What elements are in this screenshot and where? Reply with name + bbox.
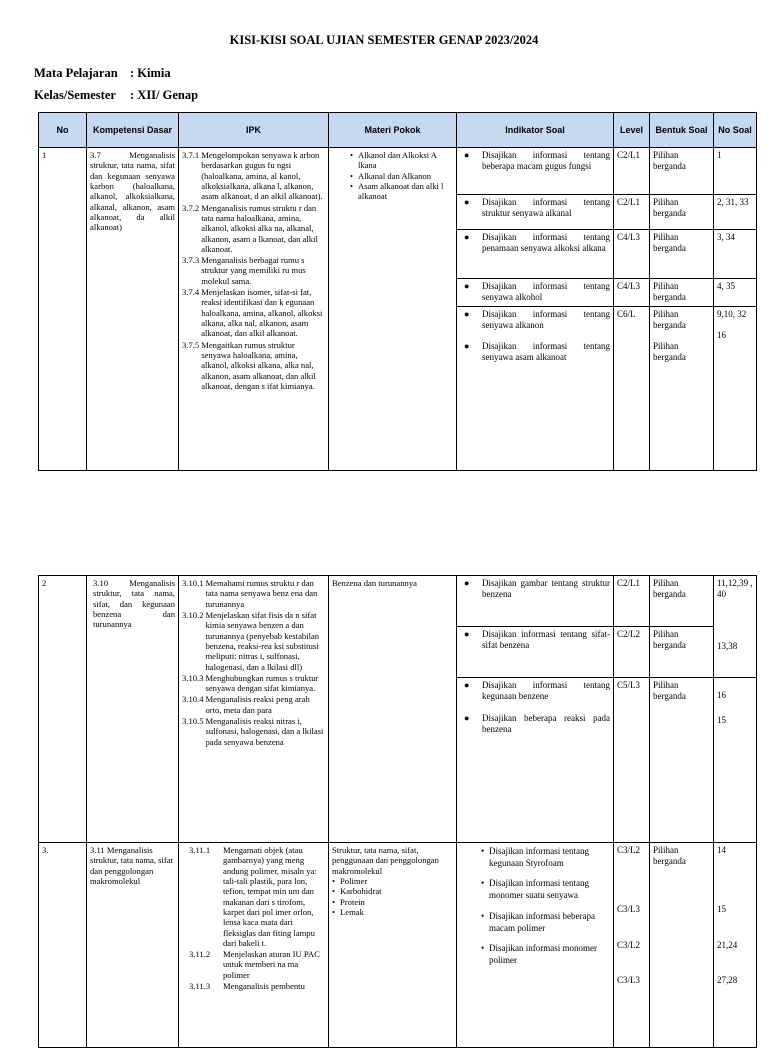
- row1-kd: 3.7 Menganalisis struktur, tata nama, sifat dan kegunaan senyawa karbon (haloalkana, alkanol, alkoksialkana, alkanal, alkanon, asam alkanoat, da alkil alkanoat): [87, 148, 179, 471]
- subject-value: : Kimia: [130, 66, 171, 80]
- header-level: Level: [614, 113, 650, 148]
- header-no: No: [39, 113, 87, 148]
- table-row: [39, 843, 757, 1048]
- class-key: Kelas/Semester: [34, 88, 116, 102]
- row3-bentuk: Pilihan berganda: [650, 843, 714, 1048]
- row1-nosoal-0: 1: [714, 148, 757, 195]
- ipk-item: 3.11.1 Mengamati objek (atau gambarnya) yang meng andung polimer, misaln ya: tali-tali plastik, para lon, tefion, tempat min um dan makanan dari s tirofom, karpet dari pol imer orlon, lensa kaca mata dari fleksiglas dan fiting lampu dari bakeli t.: [189, 845, 317, 948]
- list-item: • Disajikan informasi monomer polimer: [481, 942, 610, 966]
- row1-level-0: C2/L1: [614, 148, 650, 195]
- ipk-item: 3.10.5 Menganalisis reaksi nitras i, sulfonasi, halogenasi, dan a lkilasi pada senyawa benzena: [182, 716, 324, 747]
- grid-table-1: [38, 112, 757, 471]
- bullet-icon: ●: [464, 197, 470, 207]
- ipk-item: 3.11.3 Menganalisis pembentu: [189, 981, 305, 992]
- list-item: • Disajikan informasi tentang monomer suatu senyawa: [481, 877, 610, 901]
- header-indikator: Indikator Soal: [457, 113, 614, 148]
- ipk-item: 3.7.4 Menjelaskan isomer, sifat-si fat, reaksi identifikasi dan k egunaan haloalkana, amina, alkanol, alkoksi alkana, alka nal, alkanon, asam alkanoat, dan alkil alkanoat.: [182, 287, 323, 339]
- bullet-icon: ●: [464, 629, 470, 639]
- row2-bentuk-1: Pilihan berganda: [650, 627, 714, 678]
- row1-nosoal-3: 4, 35: [714, 279, 757, 307]
- row2-kd: 3.10 Menganalisis struktur, tata nama, sifat, dan kegunaan benzena dan turunannya: [87, 576, 179, 843]
- row1-no: 1: [39, 148, 87, 471]
- bullet-icon: ●: [464, 712, 470, 723]
- row2-bentuk-2: Pilihan berganda: [650, 678, 714, 843]
- table-row: [39, 576, 757, 627]
- row1-bentuk-1: Pilihan berganda: [650, 195, 714, 230]
- row3-nosoal: 14 15 21,24 27,28: [714, 843, 757, 1048]
- row1-ind-4: ● Disajikan informasi tentang senyawa alkanon ● Disajikan informasi tentang senyawa asam alkanoat: [457, 306, 614, 471]
- table-row: [39, 148, 757, 195]
- ipk-item: 3.11.2 Menjelaskan aturan IU PAC untuk memberi na ma polimer: [189, 949, 320, 980]
- row1-level-2: C4/L3: [614, 230, 650, 279]
- bullet-icon: ●: [464, 578, 470, 588]
- row1-bentuk-4: Pilihan berganda Pilihan berganda: [650, 306, 714, 471]
- row1-ind-2: ● Disajikan informasi tentang penamaan senyawa alkoksi alkana: [457, 230, 614, 279]
- row2-ind-0: ● Disajikan gambar tentang struktur benzena: [457, 576, 614, 627]
- row3-no: 3.: [39, 843, 87, 1048]
- row1-bentuk-3: Pilihan berganda: [650, 279, 714, 307]
- bullet-icon: ●: [464, 281, 470, 291]
- header-ipk: IPK: [179, 113, 329, 148]
- row1-bentuk-0: Pilihan berganda: [650, 148, 714, 195]
- row1-ind-3: ● Disajikan informasi tentang senyawa alkohol: [457, 279, 614, 307]
- subject-line: [34, 66, 171, 81]
- ipk-item: 3.7.3 Menganalisis berbagai rumu s struktur yang memiliki ru mus molekul sama.: [182, 255, 306, 286]
- bullet-icon: ●: [464, 232, 470, 242]
- row2-bentuk-0: Pilihan berganda: [650, 576, 714, 627]
- row2-ind-1: ● Disajikan informasi tentang sifat-sifat benzena: [457, 627, 614, 678]
- row2-no: 2: [39, 576, 87, 843]
- row1-nosoal-1: 2, 31, 33: [714, 195, 757, 230]
- row3-kd: 3.11 Menganalisis struktur, tata nama, sifat dan penggolongan makromolekul: [87, 843, 179, 1048]
- ipk-item: 3.7.5 Mengaitkan rumus struktur senyawa haloalkana, amina, alkanol, alkoksi alkana, alka nal, alkanon, asam alkanoat, dan alkil alkanoat, dengan s ifat kimianya.: [182, 339, 316, 391]
- row1-level-1: C2/L1: [614, 195, 650, 230]
- list-item: • Lemak: [332, 907, 453, 917]
- header-bentuk: Bentuk Soal: [650, 113, 714, 148]
- bullet-icon: ●: [464, 680, 470, 690]
- row2-level-1: C2/L2: [614, 627, 650, 678]
- row1-ipk: [179, 148, 329, 471]
- header-materi: Materi Pokok: [329, 113, 457, 148]
- row2-level-2: C5/L3: [614, 678, 650, 843]
- list-item: • Alkanal dan Alkanon: [350, 171, 453, 181]
- row2-ipk: [179, 576, 329, 843]
- list-item: • Polimer: [332, 876, 453, 886]
- header-row: [39, 113, 757, 148]
- list-item: • Protein: [332, 897, 453, 907]
- bullet-icon: ●: [464, 308, 470, 319]
- row1-nosoal-2: 3, 34: [714, 230, 757, 279]
- row2-nosoal-0: 11,12,39 , 40 13,38: [714, 576, 757, 678]
- ipk-item: 3.10.2 Menjelaskan sifat fisis da n sifat kimia senyawa benzen a dan turunannya (penyebab kestabilan benzena, reaksi-rea ksi substitusi meliputi: nitras i, sulfonasi, halogenasi, dan a lkilasi dll): [182, 609, 320, 672]
- subject-key: Mata Pelajaran: [34, 66, 118, 80]
- row1-bentuk-2: Pilihan berganda: [650, 230, 714, 279]
- bullet-icon: ●: [464, 341, 470, 351]
- class-line: [34, 88, 198, 103]
- class-value: : XII/ Genap: [130, 88, 199, 102]
- row3-materi: [329, 843, 457, 1048]
- document-title: KISI-KISI SOAL UJIAN SEMESTER GENAP 2023/2024: [229, 33, 539, 47]
- ipk-item: 3.7.2 Menganalisis rumus struktu r dan tata nama haloalkana, amina, alkanol, alkoksi alka na, alkanal, alkanon, asam a lkanoat, dan alkil alkanoat.: [182, 202, 318, 254]
- row3-indikator: [457, 843, 614, 1048]
- ipk-item: 3.7.1 Mengelompokan senyawa k arbon berdasarkan gugus fu ngsi (haloalkana, amina, al kanol, alkoksialkana, alkana l, alkanon, asam alkanoat, d an alkil alkanoat).: [182, 150, 323, 202]
- row1-ind-0: ● Disajikan informasi tentang beberapa macam gugus fungsi: [457, 148, 614, 195]
- row3-ipk: [179, 843, 329, 1048]
- row3-level: C3/L2 C3/L3 C3/L2 C3/L3: [614, 843, 650, 1048]
- row1-level-4: C6/L: [614, 306, 650, 471]
- list-item: • Karbohidrat: [332, 886, 453, 896]
- row1-nosoal-4: 9,10, 32 16: [714, 306, 757, 471]
- list-item: • Disajikan informasi beberapa macam polimer: [481, 910, 610, 934]
- ipk-item: 3.10.4 Menganalisis reaksi peng arah orto, meta dan para: [182, 694, 310, 715]
- bullet-icon: ●: [464, 150, 470, 160]
- list-item: • Alkanol dan Alkoksi A lkana: [350, 150, 453, 171]
- row1-ind-1: ● Disajikan informasi tentang struktur senyawa alkanal: [457, 195, 614, 230]
- list-item: • Disajikan informasi tentang kegunaan Styrofoam: [481, 845, 610, 869]
- row1-level-3: C4/L3: [614, 279, 650, 307]
- header-kd: Kompetensi Dasar: [87, 113, 179, 148]
- row2-nosoal-2: 16 15: [714, 678, 757, 843]
- row2-level-0: C2/L1: [614, 576, 650, 627]
- ipk-item: 3.10.1 Memahami rumus struktu r dan tata nama senyawa benz ena dan turunannya: [182, 578, 318, 609]
- row1-materi: [329, 148, 457, 471]
- row2-ind-2: ● Disajikan informasi tentang kegunaan benzene ● Disajikan beberapa reaksi pada benzena: [457, 678, 614, 843]
- row2-materi: Benzena dan turunannya: [329, 576, 457, 843]
- row3-materi-title: Struktur, tata nama, sifat, penggunaan dan penggolongan makromolekul: [332, 845, 439, 876]
- list-item: • Asam alkanoat dan alki l alkanoat: [350, 181, 453, 202]
- ipk-item: 3.10.3 Menghubungkan rumus s truktur senyawa dengan sifat kimianya.: [182, 672, 319, 694]
- header-nosoal: No Soal: [714, 113, 757, 148]
- grid-table-2: [38, 575, 757, 1048]
